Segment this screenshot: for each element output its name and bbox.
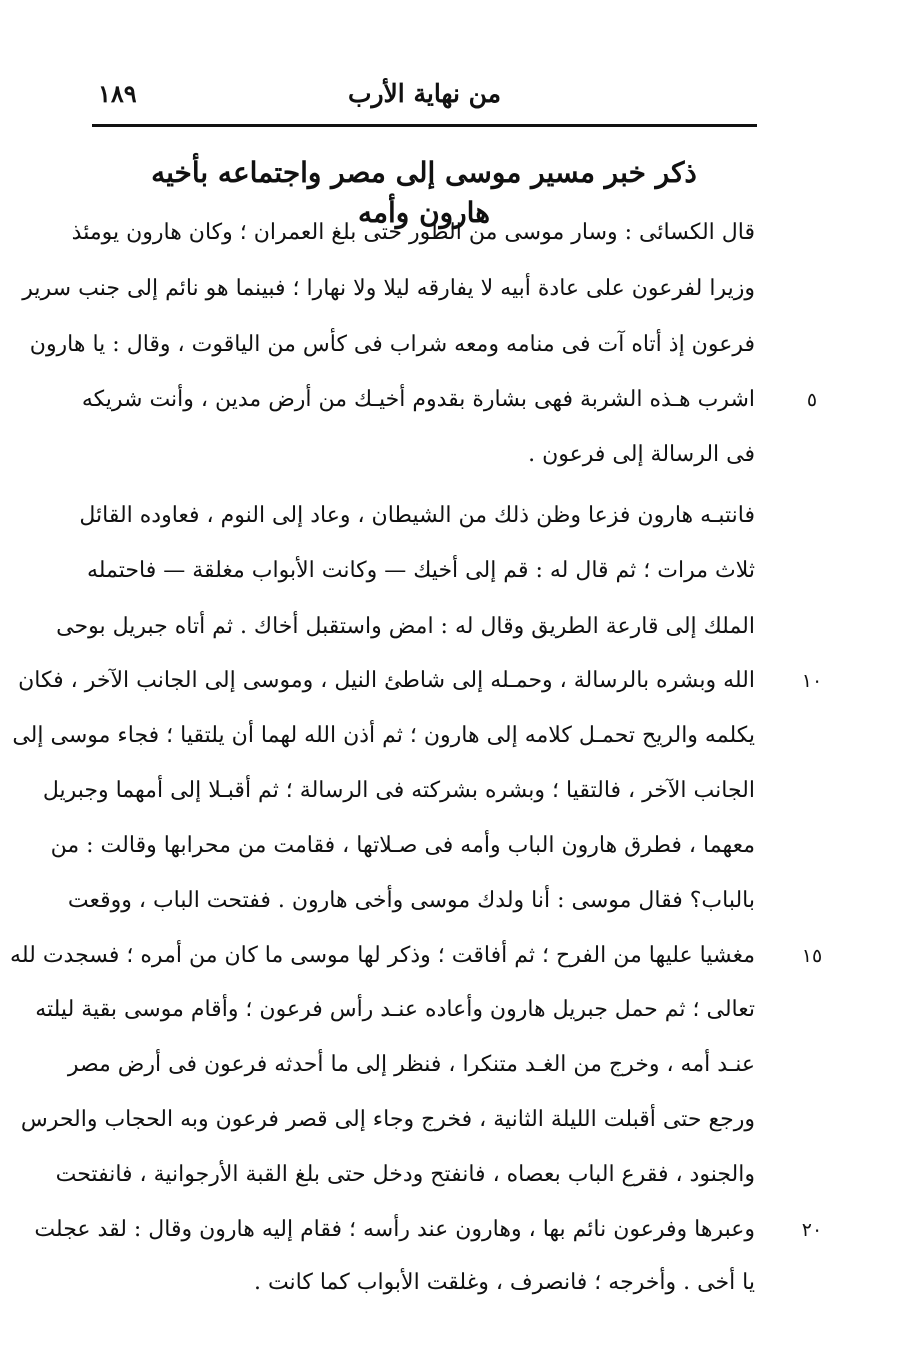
- text-line: فى الرسالة إلى فرعون .: [528, 442, 755, 467]
- text-line: فانتبـه هارون فزعا وظن ذلك من الشيطان ، وعاد إلى النوم ، فعاوده القائل: [79, 503, 755, 528]
- section-heading: ذكر خبر مسير موسى إلى مصر واجتماعه بأخيه هارون وأمه: [151, 156, 697, 229]
- page-number: ١٨٩: [98, 79, 137, 108]
- running-title: من نهاية الأرب: [347, 79, 502, 108]
- text-line: عنـد أمه ، وخرج من الغـد متنكرا ، فنظر إلى ما أحدثه فرعون فى أرض مصر: [67, 1052, 755, 1077]
- line-number: ١٠: [801, 670, 823, 692]
- text-line: ورجع حتى أقبلت الليلة الثانية ، فخرج وجاء إلى قصر فرعون وبه الحجاب والحرس: [20, 1107, 755, 1132]
- text-line: الملك إلى قارعة الطريق وقال له : امض واستقبل أخاك . ثم أتاه جبريل بوحى: [56, 614, 755, 639]
- text-line: بالباب؟ فقال موسى : أنا ولدك موسى وأخى هارون . ففتحت الباب ، ووقعت: [67, 888, 755, 913]
- text-line: الجانب الآخر ، فالتقيا ؛ وبشره بشركته فى الرسالة ؛ ثم أقبـلا إلى أمهما وجبريل: [42, 778, 755, 803]
- text-line: معهما ، فطرق هارون الباب وأمه فى صـلاتها ، فقامت من محرابها وقالت : من: [50, 833, 755, 858]
- text-line: فرعون إذ أتاه آت فى منامه ومعه شراب فى كأس من الياقوت ، وقال : يا هارون: [29, 332, 755, 357]
- text-line: وعبرها وفرعون نائم بها ، وهارون عند رأسه ؛ فقام إليه هارون وقال : لقد عجلت: [34, 1217, 755, 1242]
- text-line: يا أخى . وأخرجه ؛ فانصرف ، وغلقت الأبواب كما كانت .: [253, 1270, 755, 1295]
- page-header: [92, 70, 757, 118]
- text-line: ثلاث مرات ؛ ثم قال له : قم إلى أخيك — وكانت الأبواب مغلقة — فاحتمله: [86, 558, 755, 583]
- text-line: اشرب هـذه الشربة فهى بشارة بقدوم أخيـك من أرض مدين ، وأنت شريكه: [81, 387, 755, 412]
- text-line: وزيرا لفرعون على عادة أبيه لا يفارقه ليلا ولا نهارا ؛ فبينما هو نائم إلى جنب سرير: [22, 276, 755, 301]
- line-number: ٥: [806, 389, 818, 411]
- text-line: والجنود ، فقرع الباب بعصاه ، فانفتح ودخل حتى بلغ القبة الأرجوانية ، فانفتحت: [55, 1162, 755, 1187]
- text-line: مغشيا عليها من الفرح ؛ ثم أفاقت ؛ وذكر لها موسى ما كان من أمره ؛ فسجدت لله: [10, 943, 755, 968]
- line-number: ١٥: [801, 945, 823, 967]
- text-line: تعالى ؛ ثم حمل جبريل هارون وأعاده عنـد رأس فرعون ؛ وأقام موسى بقية ليلته: [35, 997, 755, 1022]
- header-rule: [92, 124, 757, 127]
- line-number: ٢٠: [801, 1219, 823, 1241]
- text-line: قال الكسائى : وسار موسى من الطور حتى بلغ العمران ؛ وكان هارون يومئذ: [71, 220, 755, 245]
- text-line: الله وبشره بالرسالة ، وحمـله إلى شاطئ النيل ، وموسى إلى الجانب الآخر ، فكان: [18, 668, 755, 693]
- text-line: يكلمه والريح تحمـل كلامه إلى هارون ؛ ثم أذن الله لهما أن يلتقيا ؛ فجاء موسى إلى: [12, 723, 755, 748]
